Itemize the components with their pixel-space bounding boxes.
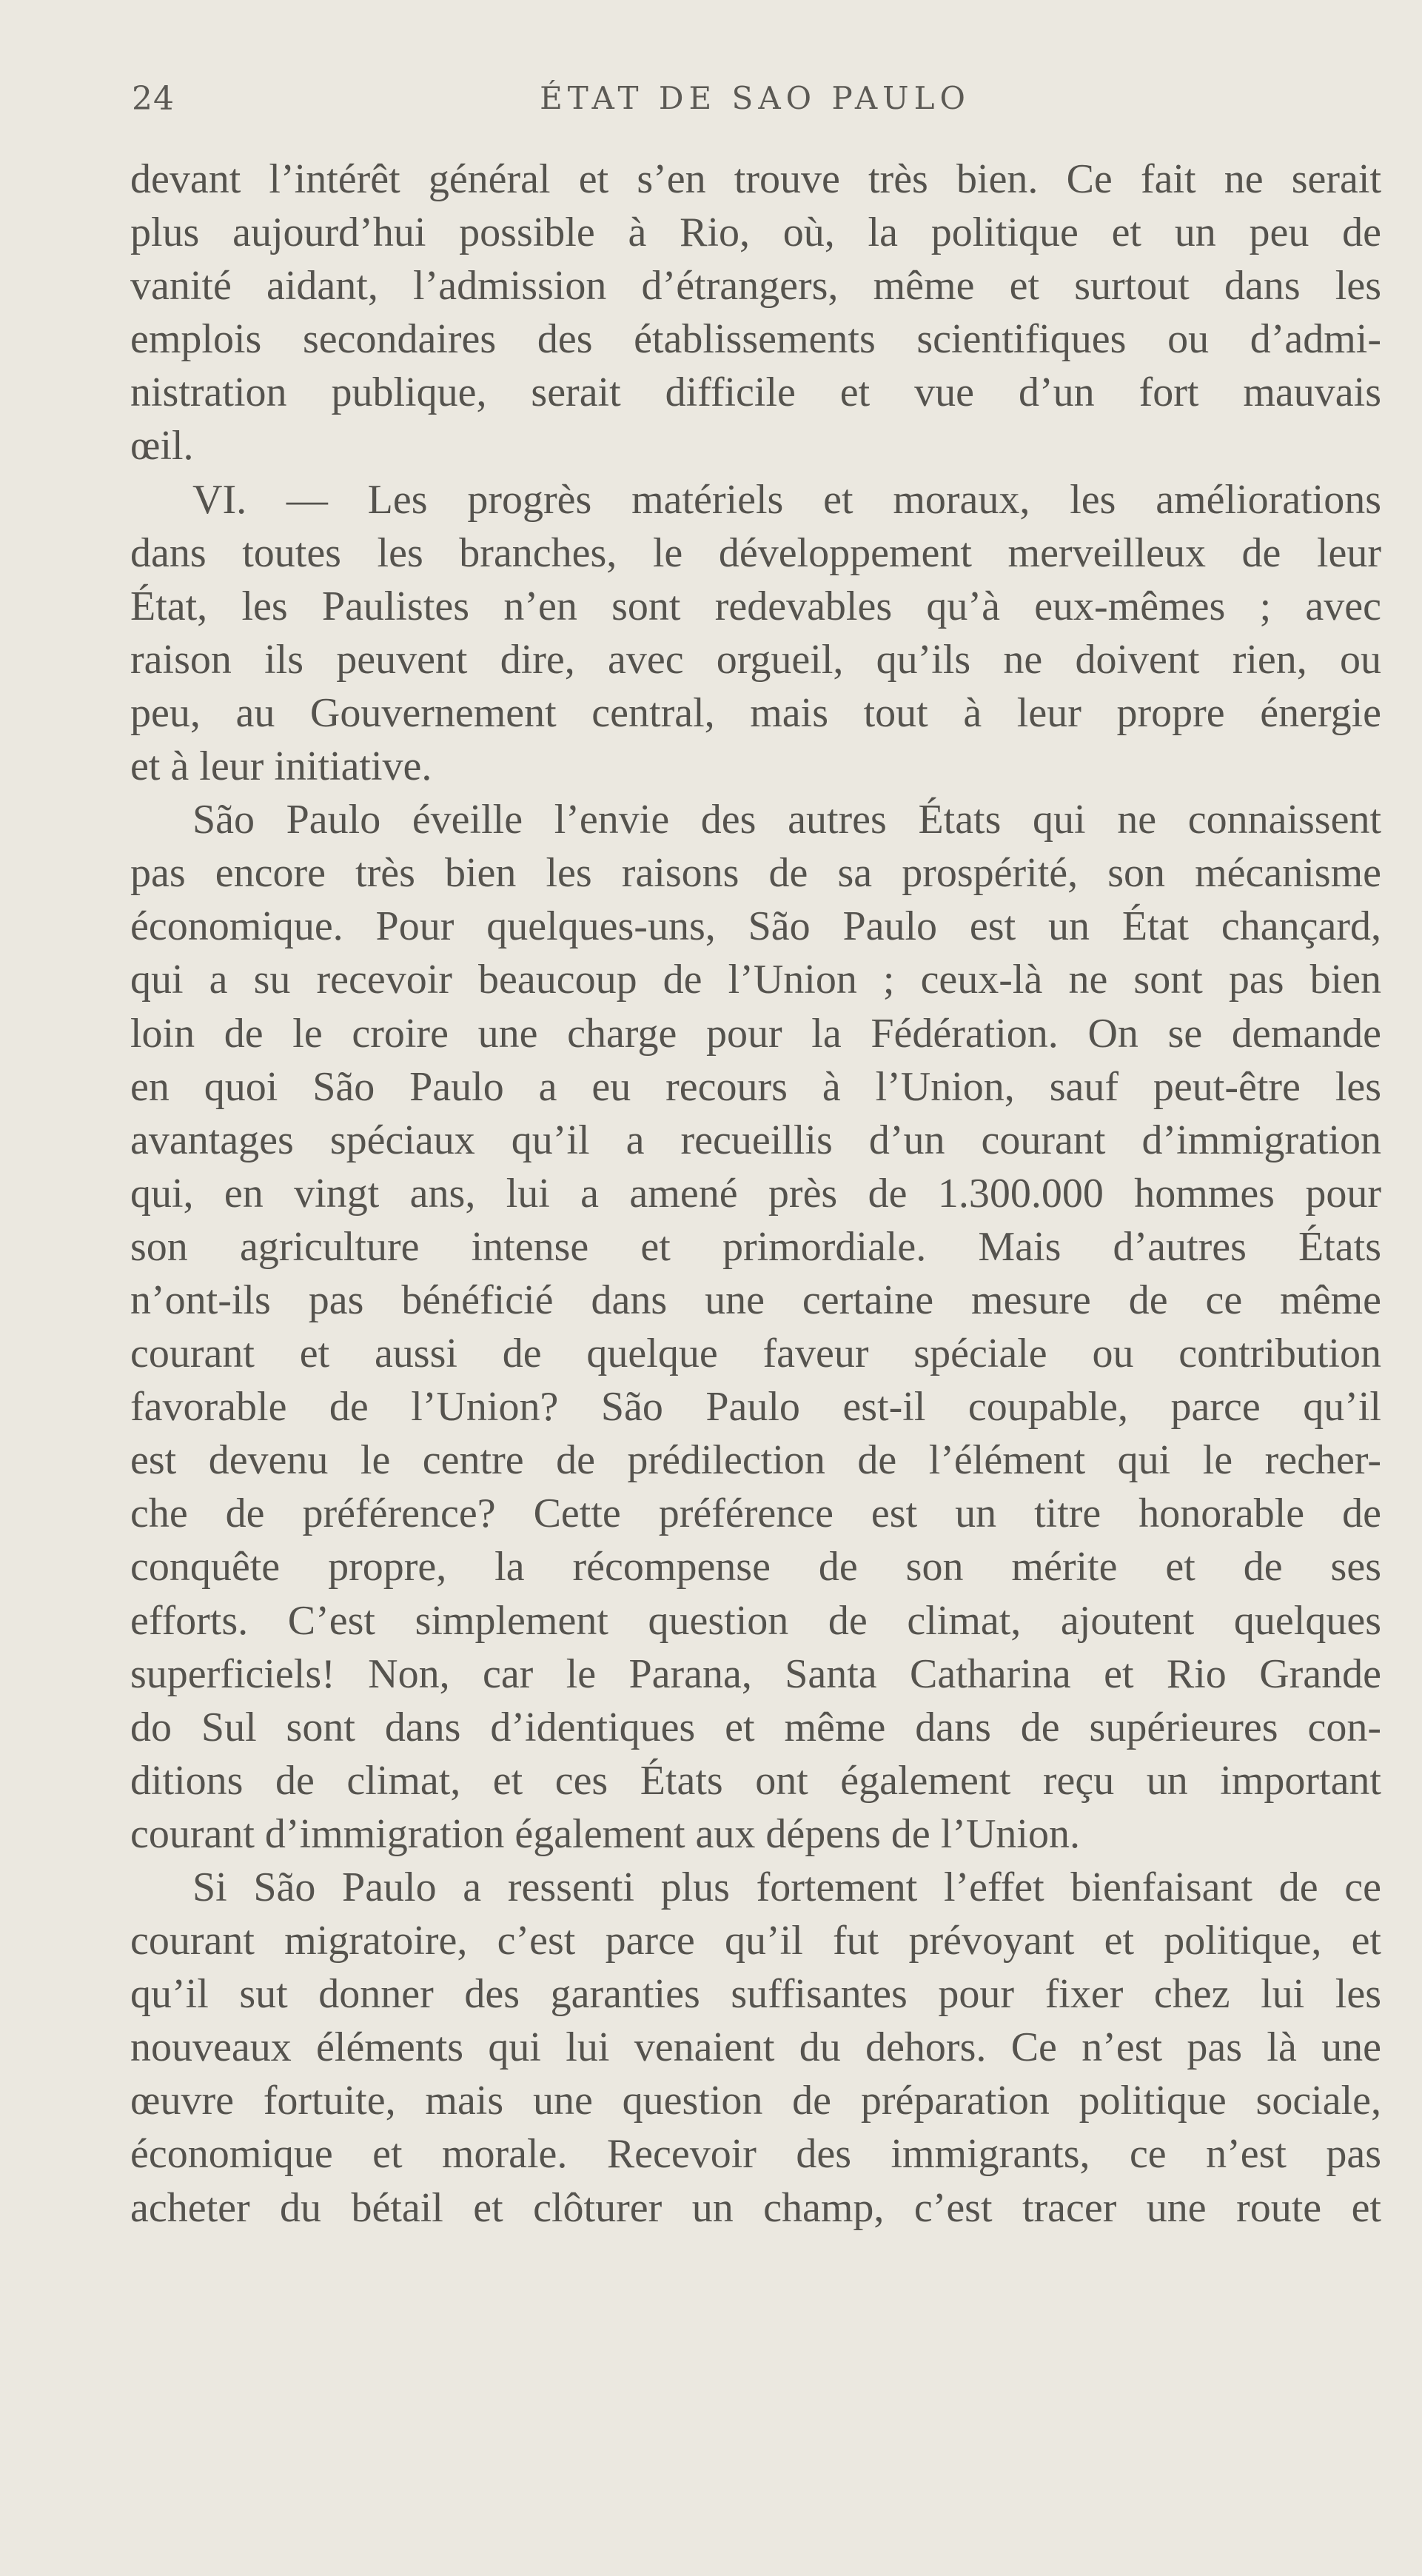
text-line: nouveaux éléments qui lui venaient du dehors. Ce n’est pas là une <box>130 2024 1381 2071</box>
text-line: devant l’intérêt général et s’en trouve très bien. Ce fait ne serait <box>130 156 1381 202</box>
text-line: pas encore très bien les raisons de sa prospérité, son mécanisme <box>130 850 1381 897</box>
text-line: acheter du bétail et clôturer un champ, c’est tracer une route et <box>130 2184 1381 2231</box>
text-line: Si São Paulo a ressenti plus fortement l’effet bienfaisant de ce <box>192 1864 1381 1910</box>
text-line: son agriculture intense et primordiale. Mais d’autres États <box>130 1223 1381 1270</box>
text-line: VI. — Les progrès matériels et moraux, les améliorations <box>192 476 1381 523</box>
text-line: emplois secondaires des établissements scientifiques ou d’admi- <box>130 316 1381 363</box>
text-line: courant et aussi de quelque faveur spéciale ou contribution <box>130 1331 1381 1377</box>
text-line: économique. Pour quelques-uns, São Paulo est un État chançard, <box>130 903 1381 950</box>
text-line: est devenu le centre de prédilection de l’élément qui le recher- <box>130 1437 1381 1484</box>
running-title: ÉTAT DE SAO PAULO <box>540 80 970 116</box>
text-line: économique et morale. Recevoir des immigrants, ce n’est pas <box>130 2131 1381 2178</box>
text-line: plus aujourd’hui possible à Rio, où, la politique et un peu de <box>130 210 1381 256</box>
text-line: qui a su recevoir beaucoup de l’Union ; ceux-là ne sont pas bien <box>130 957 1381 1003</box>
text-line: qui, en vingt ans, lui a amené près de 1.300.000 hommes pour <box>130 1170 1381 1217</box>
text-line: efforts. C’est simplement question de climat, ajoutent quelques <box>130 1597 1381 1644</box>
text-line: État, les Paulistes n’en sont redevables qu’à eux-mêmes ; avec <box>130 583 1381 629</box>
text-line: œil. <box>130 423 194 469</box>
text-line: qu’il sut donner des garanties suffisantes pour fixer chez lui les <box>130 1971 1381 2018</box>
text-line: n’ont-ils pas bénéficié dans une certaine mesure de ce même <box>130 1277 1381 1323</box>
text-line: œuvre fortuite, mais une question de préparation politique sociale, <box>130 2078 1381 2124</box>
text-line: ditions de climat, et ces États ont également reçu un important <box>130 1757 1381 1804</box>
text-line: do Sul sont dans d’identiques et même dans de supérieures con- <box>130 1704 1381 1750</box>
page-number: 24 <box>132 80 175 118</box>
body-text <box>130 153 1381 2235</box>
text-line: vanité aidant, l’admission d’étrangers, même et surtout dans les <box>130 263 1381 310</box>
text-line: en quoi São Paulo a eu recours à l’Union, sauf peut-être les <box>130 1063 1381 1110</box>
text-line: superficiels! Non, car le Parana, Santa Catharina et Rio Grande <box>130 1650 1381 1697</box>
text-line: et à leur initiative. <box>130 743 432 790</box>
text-line: dans toutes les branches, le développement merveilleux de leur <box>130 529 1381 576</box>
text-line: São Paulo éveille l’envie des autres États qui ne connaissent <box>192 797 1381 843</box>
text-line: conquête propre, la récompense de son mérite et de ses <box>130 1544 1381 1590</box>
text-line: avantages spéciaux qu’il a recueillis d’un courant d’immigration <box>130 1117 1381 1163</box>
running-head <box>132 80 1378 132</box>
text-line: loin de le croire une charge pour la Fédération. On se demande <box>130 1010 1381 1057</box>
text-line: che de préférence? Cette préférence est un titre honorable de <box>130 1491 1381 1537</box>
text-line: favorable de l’Union? São Paulo est-il coupable, parce qu’il <box>130 1384 1381 1431</box>
text-line: courant d’immigration également aux dépens de l’Union. <box>130 1810 1080 1857</box>
text-line: raison ils peuvent dire, avec orgueil, qu’ils ne doivent rien, ou <box>130 636 1381 683</box>
text-line: courant migratoire, c’est parce qu’il fut prévoyant et politique, et <box>130 1918 1381 1964</box>
text-line: nistration publique, serait difficile et vue d’un fort mauvais <box>130 369 1381 416</box>
text-line: peu, au Gouvernement central, mais tout à leur propre énergie <box>130 689 1381 736</box>
